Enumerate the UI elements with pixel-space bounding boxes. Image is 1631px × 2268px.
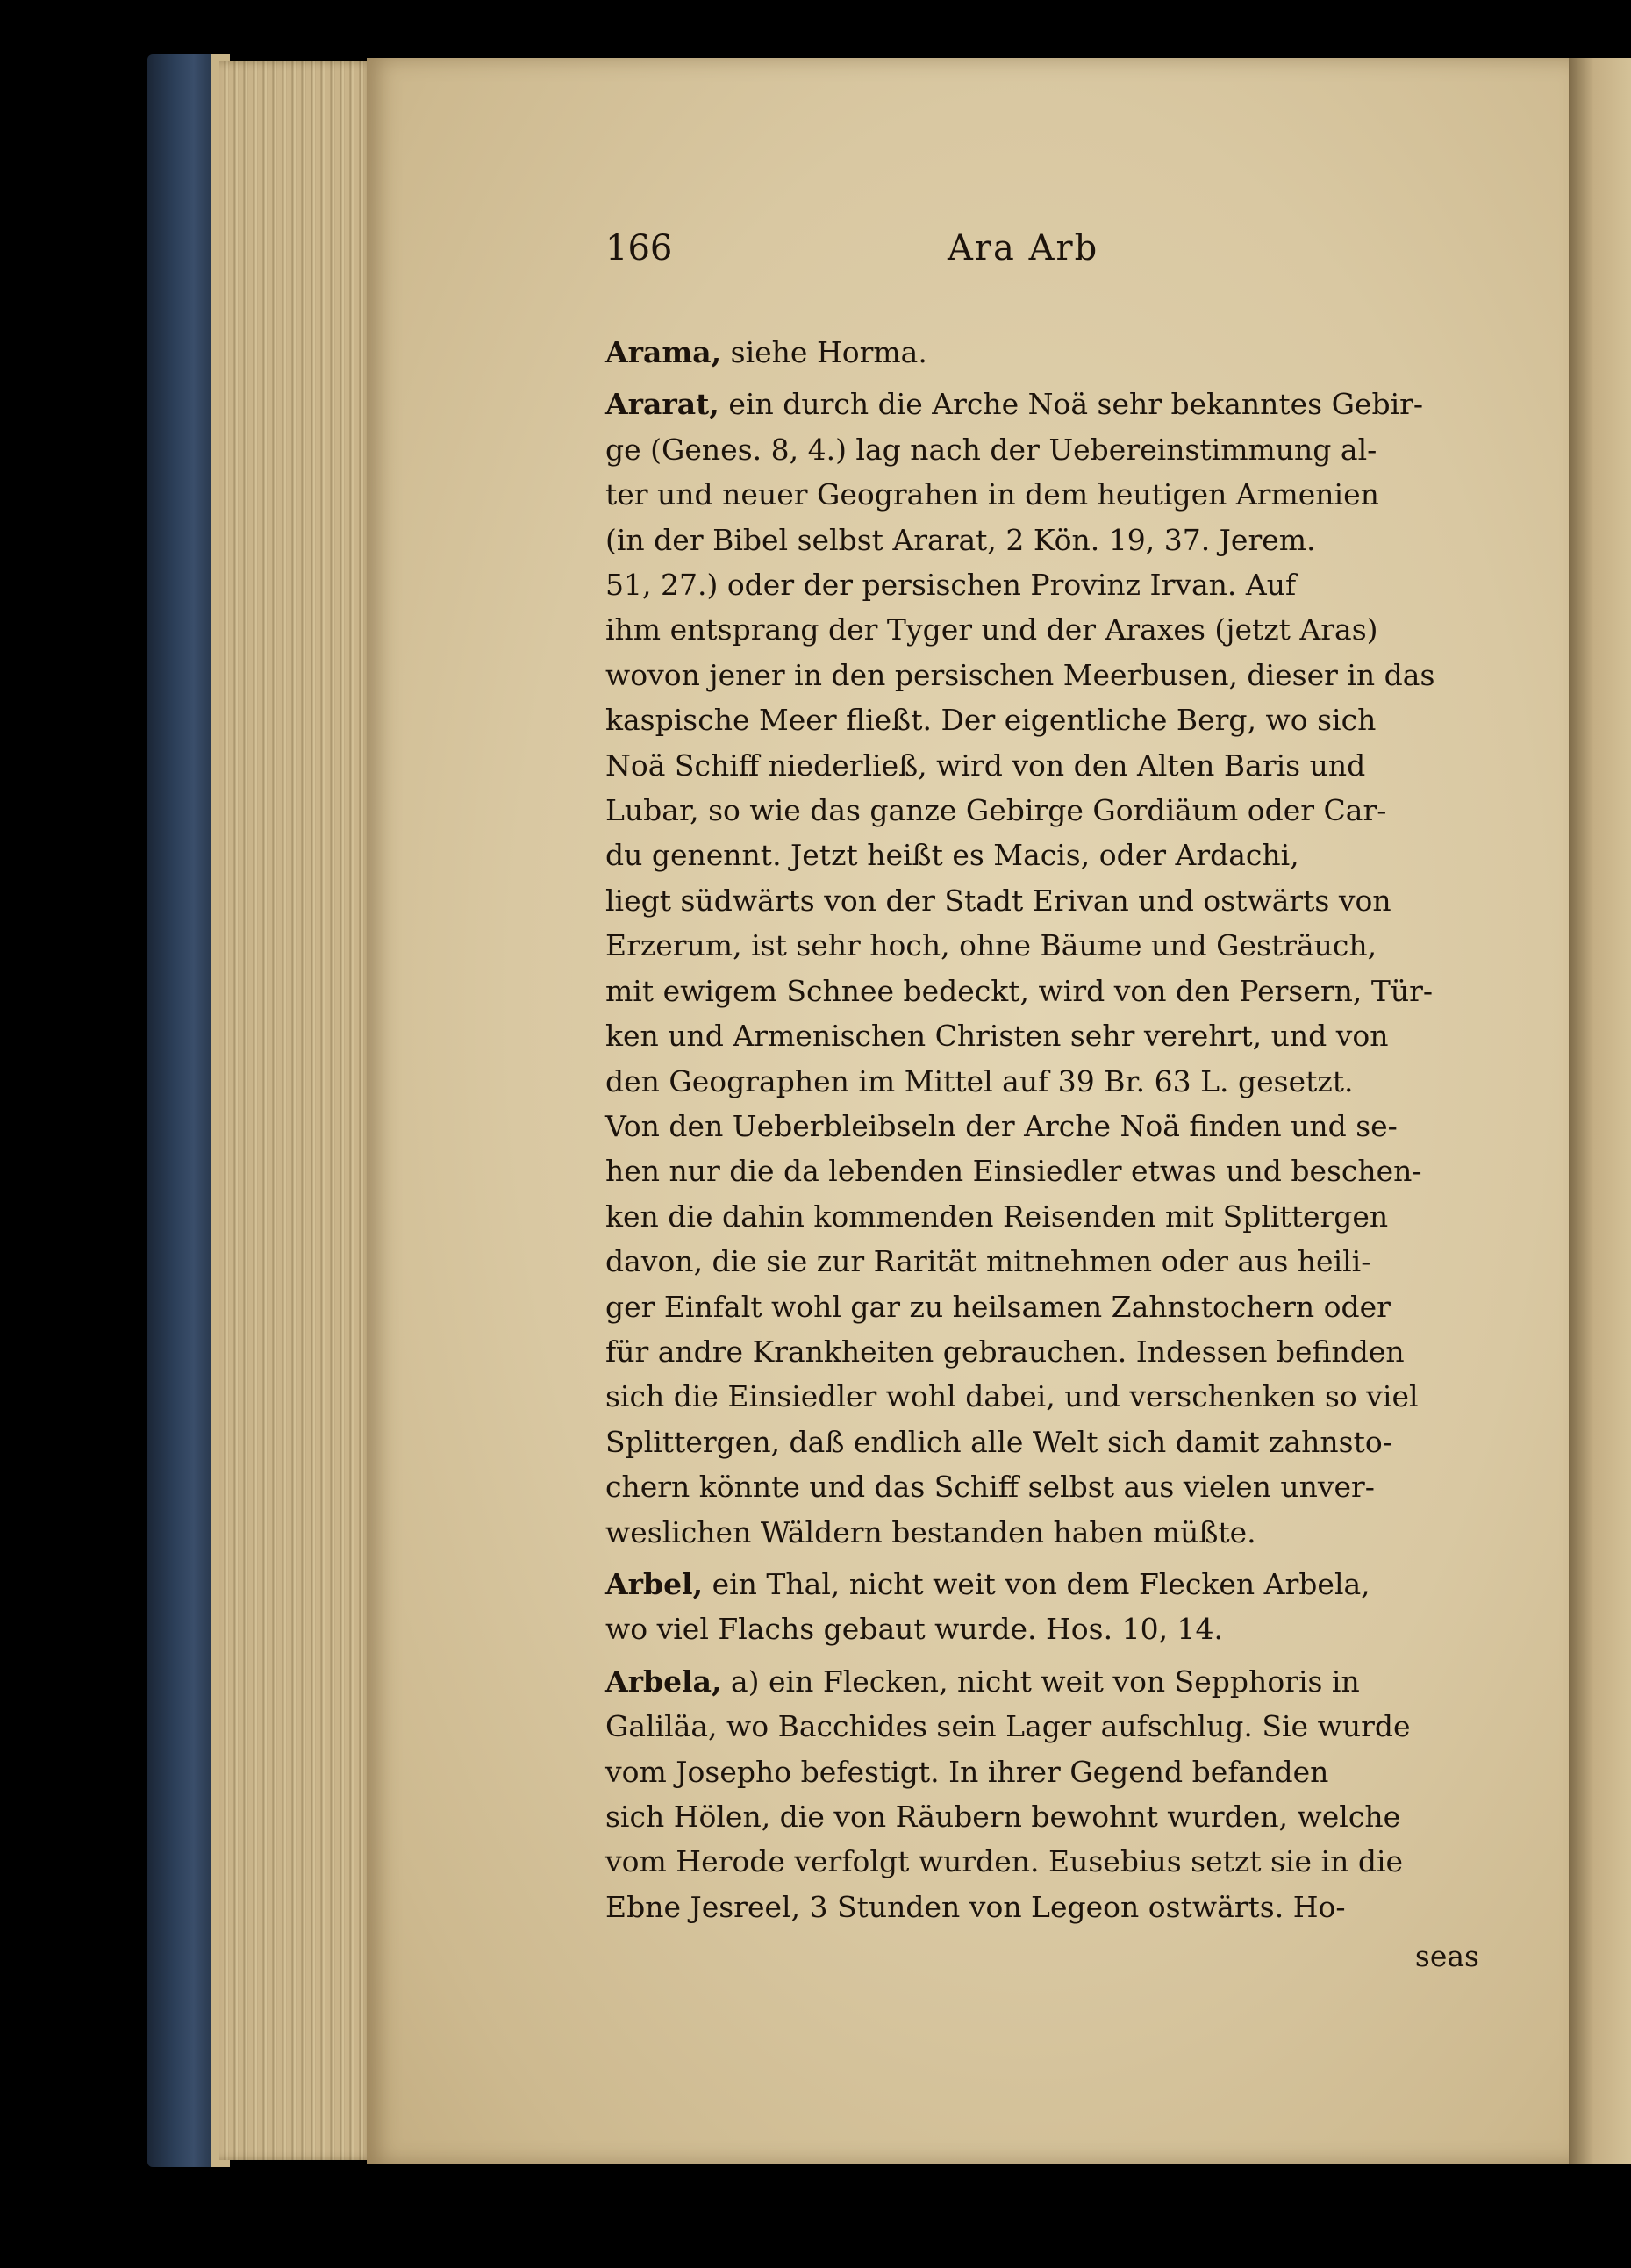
facing-page-edge bbox=[1569, 58, 1631, 2164]
entry-line: sich Hölen, die von Räubern bewohnt wurden, welche bbox=[605, 1799, 1401, 1834]
entry-line: Lubar, so wie das ganze Gebirge Gordiäum oder Car- bbox=[605, 793, 1387, 828]
entry-line: ge (Genes. 8, 4.) lag nach der Uebereinstimmung al- bbox=[605, 432, 1377, 467]
entry-line: Noä Schiff niederließ, wird von den Alten Baris und bbox=[605, 748, 1366, 783]
headword: Ararat, bbox=[605, 387, 719, 422]
headword: Arbel, bbox=[605, 1566, 704, 1601]
page-edges bbox=[219, 61, 374, 2160]
running-head: Ara Arb bbox=[948, 228, 1099, 268]
page-number: 166 bbox=[605, 228, 673, 268]
entry-arama bbox=[605, 330, 1492, 375]
entry-line: ken und Armenischen Christen sehr verehrt, und von bbox=[605, 1019, 1389, 1054]
entry-line: du genennt. Jetzt heißt es Macis, oder Ardachi, bbox=[605, 838, 1299, 873]
entry-line: (in der Bibel selbst Ararat, 2 Kön. 19, 37. Jerem. bbox=[605, 522, 1316, 557]
entry-text: a) ein Flecken, nicht weit von Sepphoris in bbox=[721, 1663, 1360, 1699]
entry-line bbox=[605, 330, 1492, 375]
entry-line: ter und neuer Geograhen in dem heutigen Armenien bbox=[605, 477, 1379, 512]
entry-line: wo viel Flachs gebaut wurde. Hos. 10, 14. bbox=[605, 1612, 1224, 1647]
entry-text: ein Thal, nicht weit von dem Flecken Arbela, bbox=[703, 1566, 1370, 1601]
entry-line: vom Josepho befestigt. In ihrer Gegend befanden bbox=[605, 1754, 1329, 1789]
entry-text: ein durch die Arche Noä sehr bekanntes Gebir- bbox=[719, 387, 1424, 422]
entry-ararat bbox=[605, 382, 1492, 1555]
entry-line: vom Herode verfolgt wurden. Eusebius setzt sie in die bbox=[605, 1844, 1404, 1879]
entry-line: ken die dahin kommenden Reisenden mit Splittergen bbox=[605, 1198, 1389, 1234]
entry-line: ihm entsprang der Tyger und der Araxes (jetzt Aras) bbox=[605, 612, 1378, 647]
entry-line: kaspische Meer fließt. Der eigentliche Berg, wo sich bbox=[605, 703, 1377, 738]
entry-line: chern könnte und das Schiff selbst aus vielen unver- bbox=[605, 1470, 1375, 1505]
entry-line: hen nur die da lebenden Einsiedler etwas und beschen- bbox=[605, 1154, 1422, 1189]
entry-line: mit ewigem Schnee bedeckt, wird von den Persern, Tür- bbox=[605, 973, 1434, 1008]
headword: Arbela, bbox=[605, 1663, 722, 1699]
entry-line: Erzerum, ist sehr hoch, ohne Bäume und Gesträuch, bbox=[605, 928, 1377, 963]
entry-line: Von den Ueberbleibseln der Arche Noä finden und se- bbox=[605, 1108, 1398, 1143]
entry-arbela bbox=[605, 1659, 1492, 1929]
entry-line: weslichen Wäldern bestanden haben müßte. bbox=[605, 1514, 1256, 1549]
entry-line: Ebne Jesreel, 3 Stunden von Legeon ostwärts. Ho- bbox=[605, 1889, 1346, 1924]
entry-line: 51, 27.) oder der persischen Provinz Irvan. Auf bbox=[605, 568, 1297, 603]
page-text bbox=[605, 218, 1492, 1977]
headword: Arama, bbox=[605, 335, 722, 369]
entry-line: liegt südwärts von der Stadt Erivan und ostwärts von bbox=[605, 883, 1391, 918]
entry-line bbox=[605, 1659, 1492, 1704]
entry-line bbox=[605, 382, 1492, 426]
entry-text: siehe Horma. bbox=[721, 335, 927, 369]
entry-arbel bbox=[605, 1562, 1492, 1652]
entry-line: sich die Einsiedler wohl dabei, und verschenken so viel bbox=[605, 1379, 1419, 1414]
entry-line: den Geographen im Mittel auf 39 Br. 63 L. gesetzt. bbox=[605, 1063, 1354, 1098]
catchword: seas bbox=[1414, 1939, 1479, 1974]
entry-line: wovon jener in den persischen Meerbusen, dieser in das bbox=[605, 657, 1435, 692]
entry-line: Splittergen, daß endlich alle Welt sich damit zahnsto- bbox=[605, 1424, 1392, 1459]
entry-line: davon, die sie zur Rarität mitnehmen oder aus heili- bbox=[605, 1244, 1371, 1279]
entry-line bbox=[605, 1562, 1492, 1606]
entry-line: für andre Krankheiten gebrauchen. Indessen befinden bbox=[605, 1334, 1405, 1369]
entry-line: ger Einfalt wohl gar zu heilsamen Zahnstochern oder bbox=[605, 1289, 1391, 1324]
entry-line: Galiläa, wo Bacchides sein Lager aufschlug. Sie wurde bbox=[605, 1709, 1411, 1744]
dictionary-entries bbox=[605, 330, 1492, 1929]
page-header bbox=[605, 218, 1492, 279]
